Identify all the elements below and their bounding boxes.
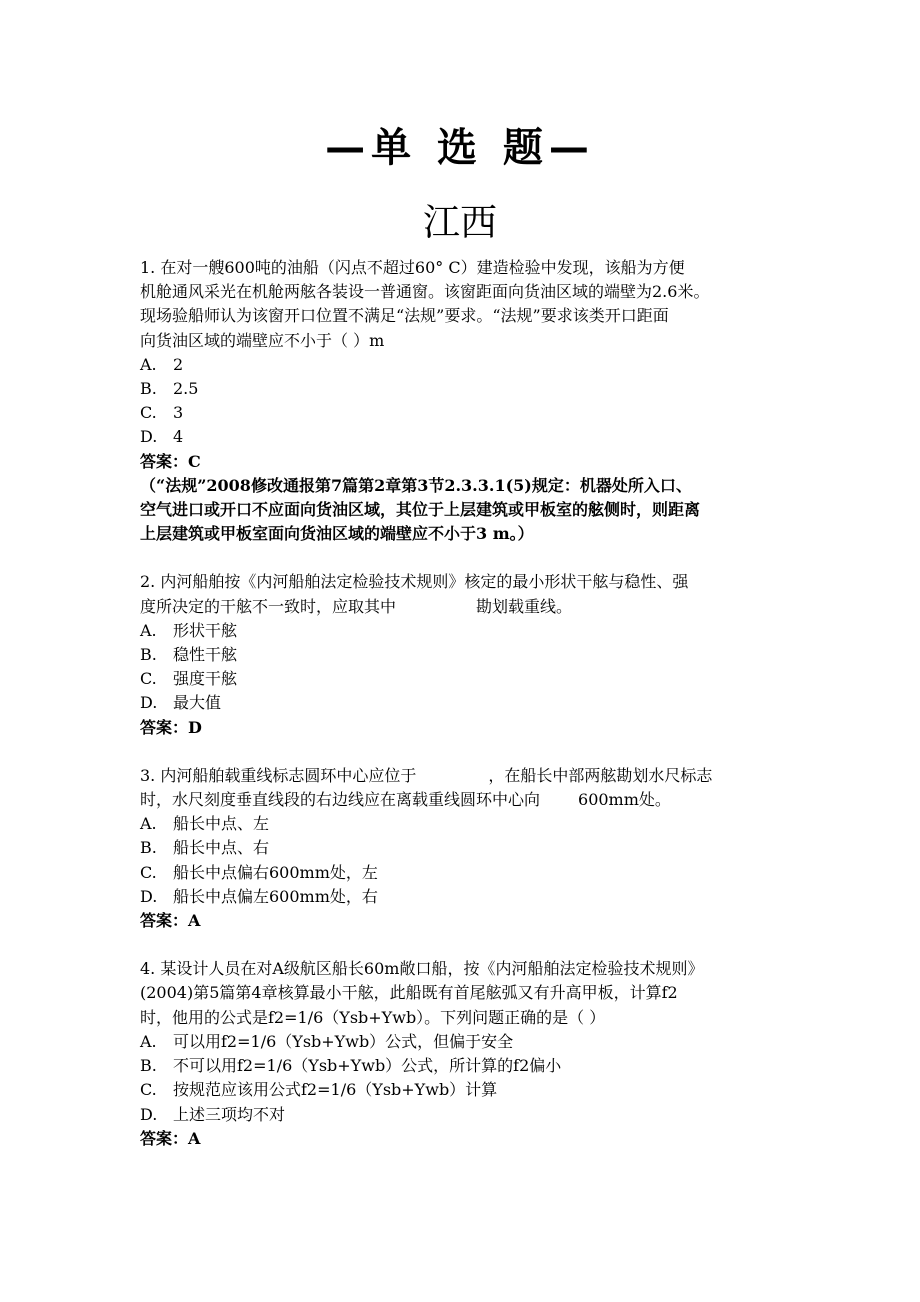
question-3 [140, 764, 790, 933]
stem-text: 600mm处。 [578, 790, 671, 810]
option-b [140, 643, 790, 667]
option-text: 4 [173, 427, 184, 447]
option-b [140, 377, 790, 401]
explanation-line: 上层建筑或甲板室面向货油区域的端壁应不小于3 m。） [140, 524, 534, 544]
option-text: 船长中点、左 [173, 814, 270, 834]
option-text: 上述三项均不对 [173, 1104, 286, 1124]
option-c [140, 667, 790, 691]
question-stem-line: 4. 某设计人员在对A级航区船长60m敞口船，按《内河船舶法定检验技术规则》 [140, 959, 704, 979]
option-letter: D. [140, 886, 158, 906]
option-letter: A. [140, 354, 157, 374]
stem-text: 勘划载重线。 [476, 596, 573, 616]
question-stem-line: 时，他用的公式是f2=1/6（Ysb+Ywb）。下列问题正确的是（ ） [140, 1007, 606, 1027]
question-stem-line [140, 764, 790, 788]
option-letter: D. [140, 1104, 158, 1124]
stem-text: 度所决定的干舷不一致时，应取其中 [140, 596, 397, 616]
option-d [140, 691, 790, 715]
explanation-line: （“法规”2008修改通报第7篇第2章第3节2.3.3.1(5)规定：机器处所入口、 [140, 475, 692, 495]
option-d [140, 1103, 790, 1127]
answer-line: 答案：A [140, 1128, 201, 1148]
question-stem-line: 机舱通风采光在机舱两舷各装设一普通窗。该窗距面向货油区域的端壁为2.6米。 [140, 282, 710, 302]
option-text: 船长中点、右 [173, 838, 270, 858]
option-b [140, 1054, 790, 1078]
option-letter: C. [140, 403, 157, 423]
option-letter: B. [140, 1056, 157, 1076]
option-c [140, 401, 790, 425]
question-4 [140, 957, 790, 1151]
option-a [140, 812, 790, 836]
option-d [140, 885, 790, 909]
option-text: 最大值 [173, 693, 222, 713]
option-text: 可以用f2=1/6（Ysb+Ywb）公式，但偏于安全 [173, 1031, 514, 1051]
option-text: 稳性干舷 [173, 645, 238, 665]
option-text: 形状干舷 [173, 620, 238, 640]
question-stem-line: 2. 内河船舶按《内河船舶法定检验技术规则》核定的最小形状干舷与稳性、强 [140, 572, 689, 592]
explanation-line: 空气进口或开口不应面向货油区域，其位于上层建筑或甲板室的舷侧时，则距离 [140, 500, 701, 520]
stem-text: 时，水尺刻度垂直线段的右边线应在离载重线圆环中心向 [140, 790, 541, 810]
option-d [140, 425, 790, 449]
option-letter: C. [140, 669, 157, 689]
question-stem-line: 1. 在对一艘600吨的油船（闪点不超过60° C）建造检验中发现，该船为方便 [140, 258, 685, 277]
question-stem-line [140, 788, 790, 812]
answer-line: 答案：A [140, 911, 201, 931]
option-letter: A. [140, 620, 157, 640]
option-text: 船长中点偏右600mm处，左 [173, 862, 378, 882]
option-text: 强度干舷 [173, 669, 238, 689]
stem-text: 3. 内河船舶载重线标志圆环中心应位于 [140, 765, 417, 785]
option-letter: C. [140, 862, 157, 882]
question-list [140, 256, 790, 1175]
option-letter: D. [140, 693, 158, 713]
option-a [140, 1030, 790, 1054]
question-1 [140, 256, 790, 546]
option-c [140, 861, 790, 885]
question-stem-line: 现场验船师认为该窗开口位置不满足“法规”要求。“法规”要求该类开口距面 [140, 306, 669, 326]
option-letter: B. [140, 645, 157, 665]
stem-text: ，在船长中部两舷勘划水尺标志 [488, 765, 713, 785]
option-a [140, 619, 790, 643]
option-letter: A. [140, 1031, 157, 1051]
question-stem-line: (2004)第5篇第4章核算最小干舷，此船既有首尾舷弧又有升高甲板，计算f2 [140, 983, 678, 1003]
option-b [140, 836, 790, 860]
question-stem-line [140, 595, 790, 619]
option-a [140, 353, 790, 377]
option-text: 船长中点偏左600mm处，右 [173, 886, 378, 906]
option-text: 按规范应该用公式f2=1/6（Ysb+Ywb）计算 [173, 1080, 498, 1100]
option-c [140, 1078, 790, 1102]
option-letter: B. [140, 838, 157, 858]
question-stem-line: 向货油区域的端壁应不小于（ ）m [140, 330, 385, 350]
option-letter: B. [140, 379, 157, 399]
option-letter: C. [140, 1080, 157, 1100]
answer-line: 答案：D [140, 717, 202, 737]
option-text: 不可以用f2=1/6（Ysb+Ywb）公式，所计算的f2偏小 [173, 1056, 562, 1076]
option-text: 3 [173, 403, 184, 423]
option-letter: A. [140, 814, 157, 834]
section-subtitle: 江西 [423, 201, 497, 244]
answer-line: 答案：C [140, 451, 201, 471]
option-text: 2.5 [173, 379, 199, 399]
option-letter: D. [140, 427, 158, 447]
option-text: 2 [173, 354, 184, 374]
page-title: —单 选 题— [325, 125, 595, 171]
question-2 [140, 570, 790, 739]
